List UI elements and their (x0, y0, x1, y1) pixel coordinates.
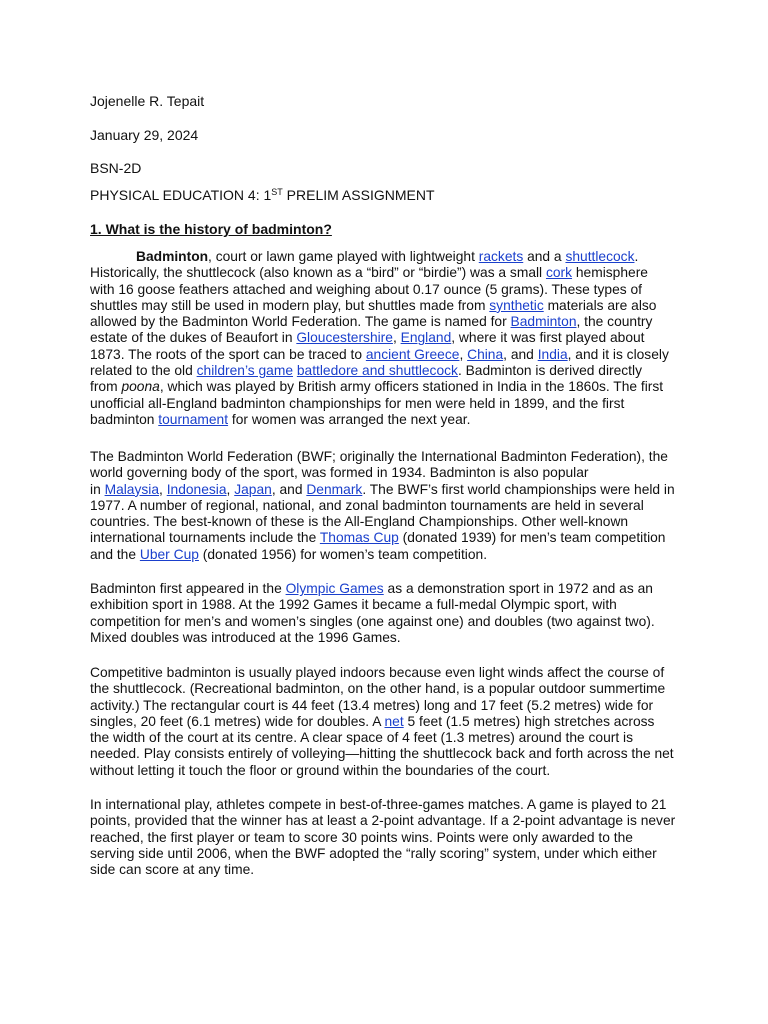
text-run: in (90, 481, 105, 497)
link-gloucestershire[interactable]: Gloucestershire (296, 330, 393, 346)
text-run: hemisphere (572, 265, 648, 281)
link-japan[interactable]: Japan (234, 481, 272, 497)
paragraph-olympics (90, 581, 678, 646)
link-synthetic[interactable]: synthetic (489, 297, 544, 313)
paragraph-court (90, 665, 678, 779)
link-battledore-and-shuttlecock[interactable]: battledore and shuttlecock (296, 363, 458, 379)
link-uber-cup[interactable]: Uber Cup (139, 546, 199, 562)
text-line (90, 314, 678, 330)
text-line (90, 581, 678, 597)
text-run: , (226, 481, 235, 497)
question-heading: 1. What is the history of badminton? (90, 221, 332, 237)
text-line: the shuttlecock. (Recreational badminton, on the other hand, is a popular outdoor summertime (90, 681, 666, 697)
text-run: singles, 20 feet (6.1 metres) wide for doubles. A (90, 713, 385, 729)
link-india[interactable]: India (537, 346, 568, 362)
text-run: as a demonstration sport in 1972 and as an (383, 581, 653, 596)
text-run: Badminton first appeared in the (90, 581, 286, 596)
text-run: (donated 1939) for men’s team competition (398, 530, 666, 546)
text-run: . (634, 249, 639, 264)
text-run: and a (523, 249, 566, 264)
link-indonesia[interactable]: Indonesia (166, 481, 227, 497)
section-label: BSN-2D (90, 160, 142, 176)
author-name: Jojenelle R. Tepait (90, 93, 205, 109)
text-run: materials are also (543, 297, 657, 313)
term-badminton: Badminton (136, 249, 209, 264)
paragraph-scoring (90, 797, 678, 878)
text-line (90, 298, 678, 314)
paragraph-bwf (90, 449, 678, 563)
text-run: related to the old (90, 363, 197, 379)
text-line: unofficial all-England badminton championships for men were held in 1899, and the first (90, 395, 625, 411)
text-run: 5 feet (1.5 metres) high stretches across (403, 713, 655, 729)
text-run: , court or lawn game played with lightweight (208, 249, 479, 264)
text-run: , where it was first played about (451, 330, 645, 346)
text-run: , and (503, 346, 538, 362)
text-line (90, 714, 678, 730)
title-suffix: PRELIM ASSIGNMENT (282, 187, 435, 203)
text-line: needed. Play consists entirely of volleying—hitting the shuttlecock back and forth across the net (90, 746, 674, 762)
text-line: Mixed doubles was introduced at the 1996 Games. (90, 629, 401, 645)
link-ancient-greece[interactable]: ancient Greece (365, 346, 460, 362)
text-line: In international play, athletes compete in best-of-three-games matches. A game is played to 21 (90, 797, 667, 812)
text-run: . The BWF’s first world championships were held in (362, 481, 675, 497)
text-line: serving side until 2006, when the BWF adopted the “rally scoring” system, under which either (90, 845, 657, 861)
text-run: and the (90, 546, 140, 562)
text-run: , (159, 481, 167, 497)
text-line (90, 547, 678, 563)
link-malaysia[interactable]: Malaysia (104, 481, 160, 497)
text-run: , (459, 346, 468, 362)
text-run: 1873. The roots of the sport can be traced to (90, 346, 366, 362)
text-line: 1977. A number of regional, national, and zonal badminton tournaments are held in several (90, 497, 644, 513)
assignment-title (90, 187, 690, 203)
text-run: , and it is closely (567, 346, 669, 362)
link-olympic-games[interactable]: Olympic Games (285, 581, 384, 596)
link-england[interactable]: England (400, 330, 452, 346)
text-run: Historically, the shuttlecock (also known as a “bird” or “birdie”) was a small (90, 265, 546, 281)
text-line (90, 265, 678, 281)
text-line: with 16 goose feathers attached and weighing about 0.17 ounce (5 grams). These types of (90, 281, 642, 297)
link-net[interactable]: net (384, 713, 404, 729)
text-line (90, 530, 678, 546)
text-line: points, provided that the winner has at least a 2-point advantage. If a 2-point advantage is never (90, 813, 676, 829)
paragraph-history (90, 249, 678, 428)
link-rackets[interactable]: rackets (478, 249, 524, 264)
text-run: badminton (90, 411, 159, 427)
text-line: exhibition sport in 1988. At the 1992 Games it became a full-medal Olympic sport, with (90, 597, 617, 613)
text-line: without letting it touch the floor or ground within the boundaries of the court. (90, 762, 551, 778)
text-run: shuttles may still be used in modern play, but shuttles made from (90, 297, 490, 313)
text-run: international tournaments include the (90, 530, 320, 546)
text-line: world governing body of the sport, was formed in 1934. Badminton is also popular (90, 465, 589, 481)
link-badminton-estate[interactable]: Badminton (510, 314, 577, 330)
text-line: reached, the first player or team to score 30 points wins. Points were only awarded to the (90, 829, 633, 845)
text-line: Competitive badminton is usually played indoors because even light winds affect the course of (90, 665, 665, 680)
link-cork[interactable]: cork (545, 265, 573, 281)
text-line: the width of the court at its centre. A clear space of 4 feet (1.3 metres) around the court is (90, 730, 633, 746)
link-tournament[interactable]: tournament (158, 411, 229, 427)
text-line: competition for men’s and women’s singles (one against one) and doubles (two against two). (90, 613, 655, 629)
text-line (90, 330, 678, 346)
link-childrens-game[interactable]: children’s game (196, 363, 294, 379)
text-line: The Badminton World Federation (BWF; originally the International Badminton Federation), the (90, 449, 668, 464)
text-run: estate of the dukes of Beaufort in (90, 330, 297, 346)
text-line: activity.) The rectangular court is 44 feet (13.4 metres) long and 17 feet (5.2 metres) wide for (90, 697, 654, 713)
text-line: countries. The best-known of these is the All-England Championships. Other well-known (90, 514, 629, 530)
link-shuttlecock[interactable]: shuttlecock (565, 249, 635, 264)
text-line (90, 482, 678, 498)
text-run: , which was played by British army officers stationed in India in the 1860s. The first (159, 379, 664, 395)
term-poona: poona (121, 379, 160, 395)
text-run: , (392, 330, 401, 346)
text-run: , and (271, 481, 307, 497)
text-run: (donated 1956) for women’s team competition. (198, 546, 488, 562)
text-line (90, 363, 678, 379)
document-date: January 29, 2024 (90, 127, 199, 143)
text-run: allowed by the Badminton World Federation. The game is named for (90, 314, 511, 330)
text-line (90, 379, 678, 395)
text-line (90, 249, 678, 265)
text-run: , the country (576, 314, 653, 330)
link-thomas-cup[interactable]: Thomas Cup (319, 530, 399, 546)
link-denmark[interactable]: Denmark (306, 481, 363, 497)
title-superscript: ST (271, 187, 283, 197)
text-run: . Badminton is derived directly (457, 363, 642, 379)
text-run: for women was arranged the next year. (228, 411, 471, 427)
text-line (90, 347, 678, 363)
link-china[interactable]: China (467, 346, 504, 362)
title-prefix: PHYSICAL EDUCATION 4: 1 (90, 187, 272, 203)
text-line: side can score at any time. (90, 862, 255, 878)
text-line (90, 412, 678, 428)
text-run: from (90, 379, 122, 395)
